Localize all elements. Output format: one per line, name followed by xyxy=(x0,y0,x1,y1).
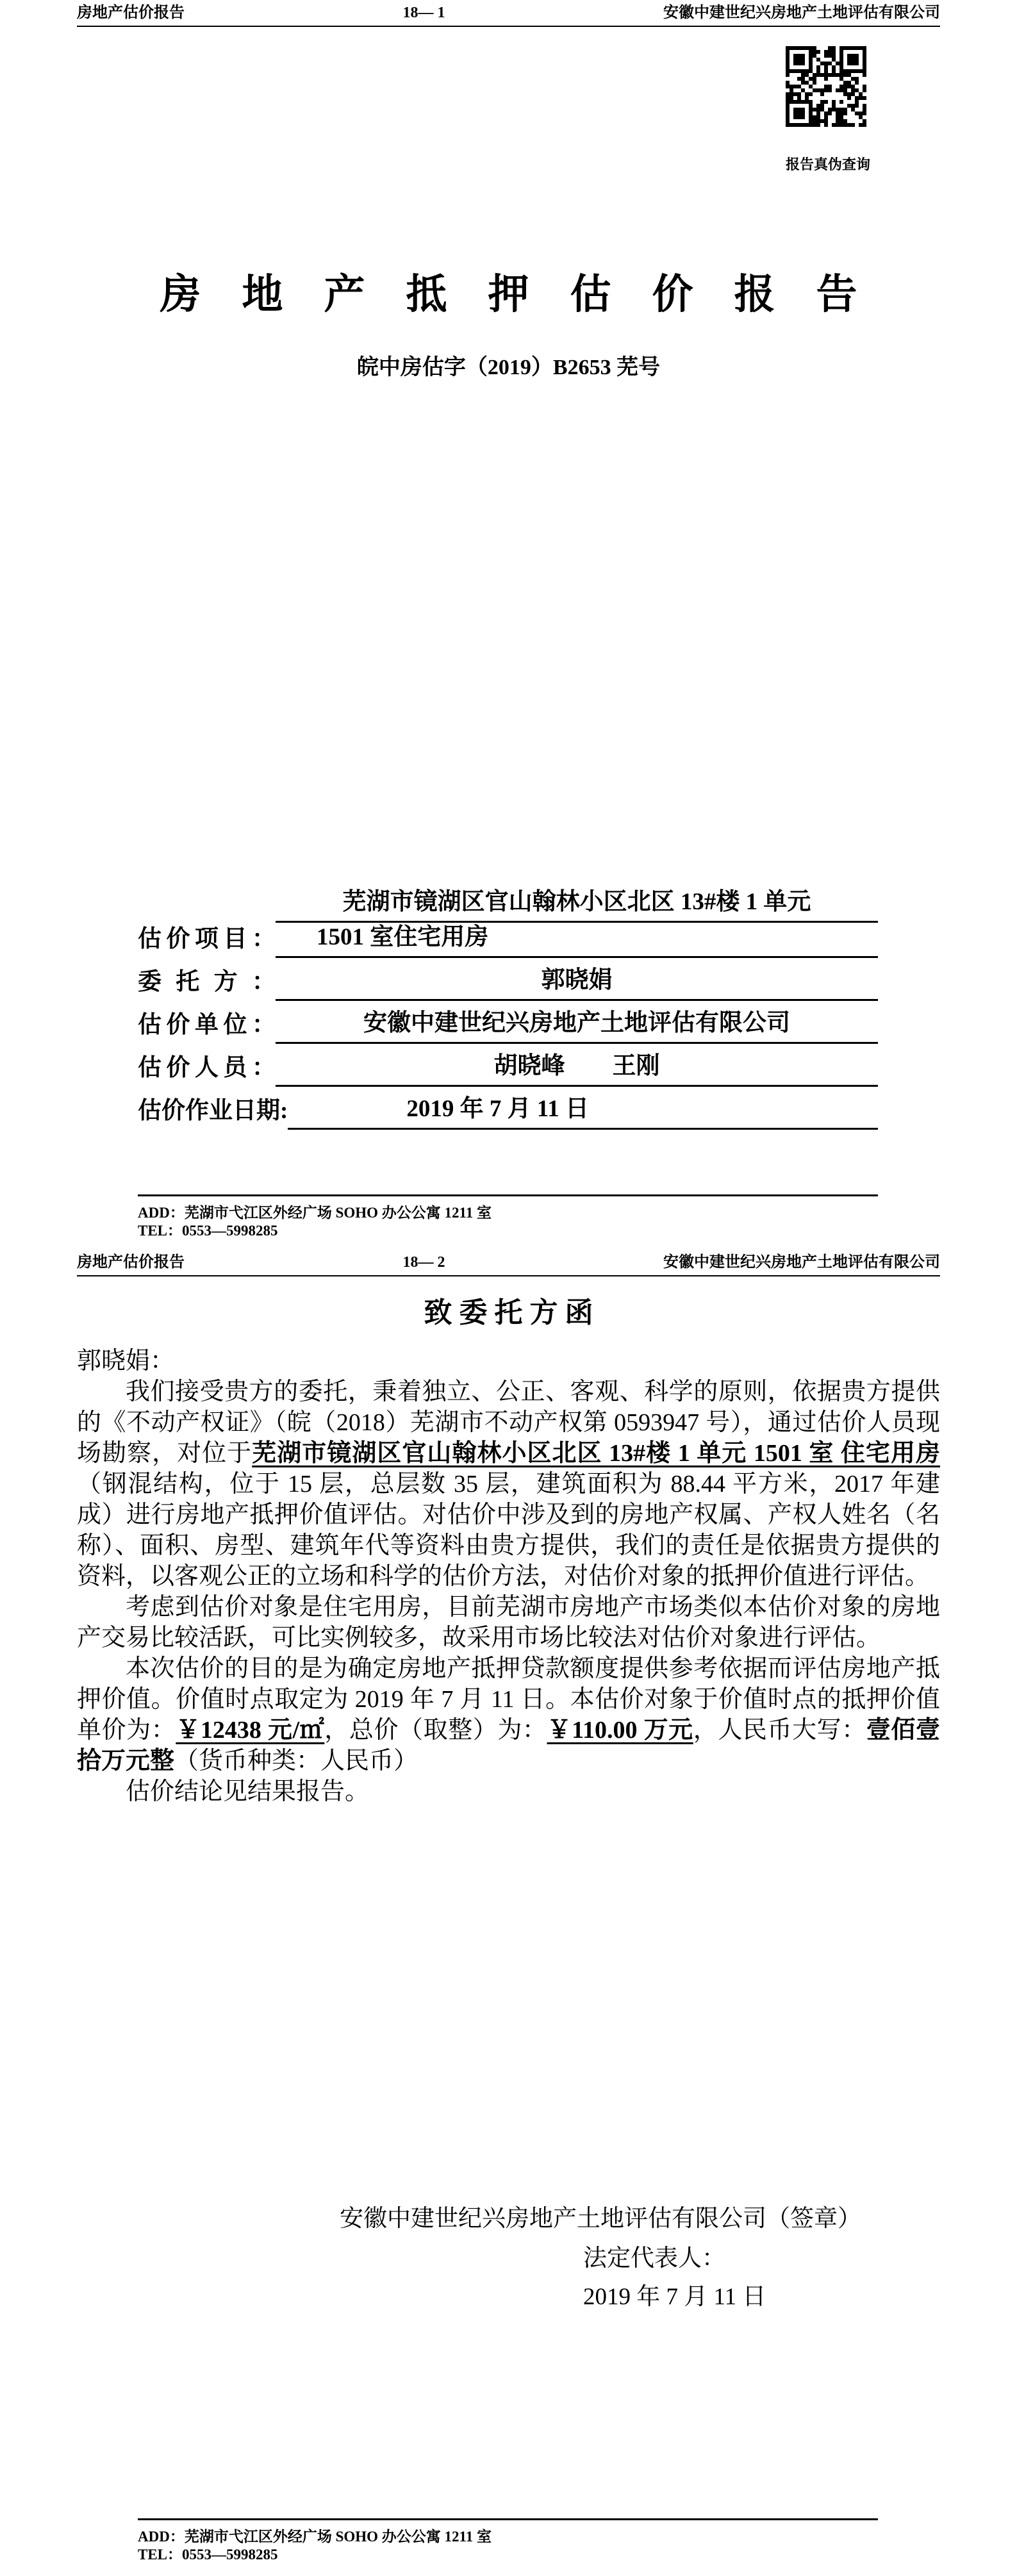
report-title: 房 地 产 抵 押 估 价 报 告 xyxy=(160,272,857,317)
field-value-project-line1: 芜湖市镜湖区官山翰林小区北区 13#楼 1 单元 xyxy=(276,888,878,923)
field-label-appraisers: 估价人员： xyxy=(138,1055,276,1081)
page-2-letter xyxy=(0,1250,1017,2576)
paragraph-3-text-d: （货币种类：人民币） xyxy=(174,1747,418,1774)
total-price-value: ￥110.00 万元 xyxy=(547,1717,693,1744)
header-doc-type: 房地产估价报告 xyxy=(77,1254,185,1271)
field-label-project: 估价项目： xyxy=(138,926,276,952)
header-company-name: 安徽中建世纪兴房地产土地评估有限公司 xyxy=(663,1254,940,1271)
field-value-project-line2: 1501 室住宅用房 xyxy=(276,923,878,958)
signature-date: 2019 年 7 月 11 日 xyxy=(583,2284,766,2310)
paragraph-3-text-b: ，总价（取整）为： xyxy=(324,1717,547,1744)
field-label-client: 委托方： xyxy=(138,969,276,995)
field-row-date xyxy=(138,1094,878,1130)
paragraph-4-text: 估价结论见结果报告。 xyxy=(126,1778,370,1805)
header-page-number: 18— 2 xyxy=(402,1254,445,1271)
field-row-appraisers xyxy=(138,1052,878,1087)
field-value-appraisers: 胡晓峰 王刚 xyxy=(276,1052,878,1087)
paragraph-1 xyxy=(77,1376,940,1592)
legal-representative-label: 法定代表人： xyxy=(583,2245,725,2272)
header-company-name: 安徽中建世纪兴房地产土地评估有限公司 xyxy=(663,4,940,21)
field-value-agency: 安徽中建世纪兴房地产土地评估有限公司 xyxy=(276,1009,878,1044)
signature-block xyxy=(77,2204,940,2312)
field-row-agency xyxy=(138,1009,878,1044)
header-page-number: 18— 1 xyxy=(402,4,445,21)
signature-company: 安徽中建世纪兴房地产土地评估有限公司（签章） xyxy=(340,2206,861,2232)
field-label-agency: 估价单位： xyxy=(138,1012,276,1038)
field-value-project xyxy=(276,888,878,958)
qr-code xyxy=(786,46,866,127)
paragraph-3-text-c: ，人民币大写： xyxy=(693,1717,866,1744)
footer-address: ADD：芜湖市弋江区外经广场 SOHO 办公公寓 1211 室 xyxy=(138,1205,492,1221)
report-number: 皖中房估字（2019）B2653 芜号 xyxy=(356,356,661,379)
paragraph-2 xyxy=(77,1592,940,1653)
page1-footer xyxy=(138,1194,878,1240)
paragraph-2-text: 考虑到估价对象是住宅用房，目前芜湖市房地产市场类似本估价对象的房地产交易比较活跃，可比实例较多，故采用市场比较法对估价对象进行评估。 xyxy=(77,1594,940,1651)
footer-phone: TEL：0553—5998285 xyxy=(138,2547,278,2563)
footer-address: ADD：芜湖市弋江区外经广场 SOHO 办公公寓 1211 室 xyxy=(138,2529,492,2545)
header-doc-type: 房地产估价报告 xyxy=(77,4,185,21)
page2-header xyxy=(77,1252,940,1276)
salutation: 郭晓娟： xyxy=(77,1348,175,1375)
qr-caption: 报告真伪查询 xyxy=(786,156,871,172)
paragraph-1-text-a: 我们接受贵方的委托，秉着独立、公正、客观、科学的原则，依据贵方提供的《不动产权证》（皖（2018）芜湖市不动产权第 0593947 号），通过估价人员现场勘察，对位于 xyxy=(77,1378,940,1467)
unit-price-value: ￥12438 元/㎡ xyxy=(176,1717,325,1744)
page1-header xyxy=(77,3,940,27)
letter-body xyxy=(77,1346,940,1807)
qr-block xyxy=(786,46,871,174)
field-value-date: 2019 年 7 月 11 日 xyxy=(288,1094,878,1130)
paragraph-4 xyxy=(77,1776,940,1807)
property-description: 芜湖市镜湖区官山翰林小区北区 13#楼 1 单元 1501 室 住宅用房 xyxy=(252,1440,940,1467)
paragraph-3 xyxy=(77,1653,940,1776)
letter-title: 致 委 托 方 函 xyxy=(424,1297,593,1328)
footer-phone: TEL：0553—5998285 xyxy=(138,1223,278,1239)
paragraph-3-text-a: 本次估价的目的是为确定房地产抵押贷款额度提供参考依据而评估房地产抵押价值。价值时点取定为 2019 年 7 月 11 日。本估价对象于价值时点的抵押价值单价为： xyxy=(77,1655,940,1744)
amount-in-words: 壹佰壹拾万元整 xyxy=(77,1717,940,1774)
page2-footer xyxy=(138,2518,878,2564)
field-value-client: 郭晓娟 xyxy=(276,966,878,1001)
field-row-project xyxy=(138,888,878,958)
paragraph-1-text-b: （钢混结构，位于 15 层，总层数 35 层，建筑面积为 88.44 平方米，2017 年建成）进行房地产抵押价值评估。对估价中涉及到的房地产权属、产权人姓名（名称）、面积、房型、建筑年代等资料由贵方提供，我们的责任是依据贵方提供的资料，以客观公正的立场和科学的估价方法，对估价对象的抵押价值进行评估。 xyxy=(77,1471,940,1590)
field-row-client xyxy=(138,966,878,1001)
cover-fields xyxy=(138,888,878,1137)
field-label-date: 估价作业日期: xyxy=(138,1098,288,1124)
page-1-cover xyxy=(0,0,1017,1250)
